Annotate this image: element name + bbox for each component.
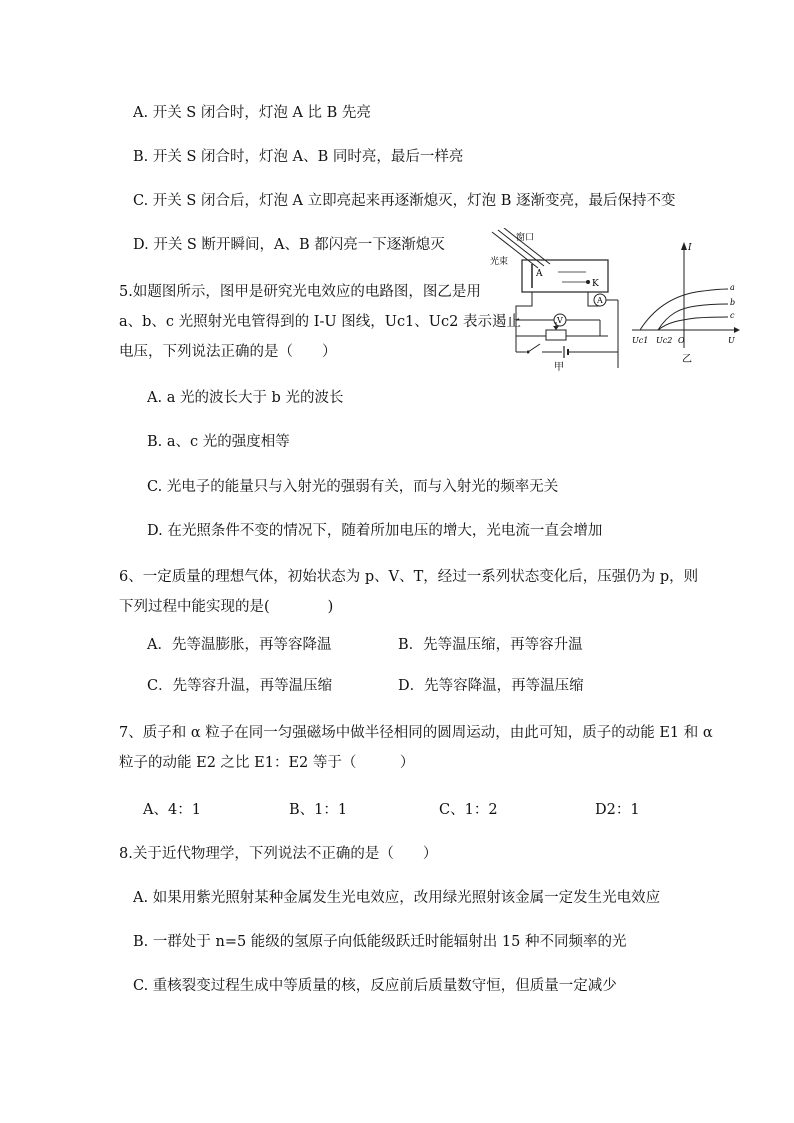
q4-option-b: B. 开关 S 闭合时，灯泡 A、B 同时亮，最后一样亮 xyxy=(133,149,464,165)
q6-stem-line-2: 下列过程中能实现的是( ) xyxy=(119,599,334,615)
q8-stem: 8.关于近代物理学，下列说法不正确的是（ ） xyxy=(119,846,438,862)
iu-graph-figure xyxy=(630,238,742,368)
u-axis-label: U xyxy=(728,336,735,345)
q6-stem-line-1: 6、一定质量的理想气体，初始状态为 p、V、T，经过一系列状态变化后，压强仍为 p，则 xyxy=(119,569,699,585)
curve-c-label: c xyxy=(730,311,735,320)
q4-option-a: A. 开关 S 闭合时，灯泡 A 比 B 先亮 xyxy=(133,105,371,121)
q5-option-d: D. 在光照条件不变的情况下，随着所加电压的增大，光电流一直会增加 xyxy=(147,523,603,539)
uc1-label: Uc1 xyxy=(632,336,649,345)
window-label: 窗口 xyxy=(516,233,535,243)
q7-stem-line-1: 7、质子和 α 粒子在同一匀强磁场中做半径相同的圆周运动，由此可知，质子的动能 E1 和 α xyxy=(119,725,713,741)
q6-option-a: A．先等温膨胀，再等容降温 xyxy=(147,637,332,653)
rheostat-icon xyxy=(546,330,566,340)
switch-icon xyxy=(528,344,540,352)
photoelectric-circuit-figure xyxy=(488,228,628,373)
origin-label: O xyxy=(678,336,685,345)
q6-option-b: B．先等温压缩，再等容升温 xyxy=(398,637,583,653)
q7-option-b: B、1：1 xyxy=(289,802,348,818)
figure-jia-caption: 甲 xyxy=(554,362,564,373)
q6-option-d: D．先等容降温，再等温压缩 xyxy=(398,678,584,694)
cathode-label: K xyxy=(592,279,599,289)
q7-option-c: C、1：2 xyxy=(439,802,498,818)
q4-option-d: D. 开关 S 断开瞬间，A、B 都闪亮一下逐渐熄灭 xyxy=(133,237,445,253)
q5-option-c: C. 光电子的能量只与入射光的强弱有关，而与入射光的频率无关 xyxy=(147,479,559,495)
q5-option-b: B. a、c 光的强度相等 xyxy=(147,434,290,450)
figure-yi-caption: 乙 xyxy=(682,354,692,365)
q5-stem-line-3: 电压，下列说法正确的是（ ） xyxy=(119,344,337,360)
q7-stem-line-2: 粒子的动能 E2 之比 E1：E2 等于（ ） xyxy=(119,755,415,771)
curve-a-label: a xyxy=(730,283,735,292)
curve-b-label: b xyxy=(730,298,736,307)
voltmeter-label: V xyxy=(557,316,563,325)
q4-option-c: C. 开关 S 闭合后，灯泡 A 立即亮起来再逐渐熄灭，灯泡 B 逐渐变亮，最后保持不变 xyxy=(133,193,676,209)
q8-option-a: A. 如果用紫光照射某种金属发生光电效应，改用绿光照射该金属一定发生光电效应 xyxy=(133,890,661,906)
q7-option-a: A、4：1 xyxy=(143,802,201,818)
i-axis-label: I xyxy=(688,243,692,253)
q8-option-b: B. 一群处于 n=5 能级的氢原子向低能级跃迁时能辐射出 15 种不同频率的光 xyxy=(133,934,627,950)
light-beam-label: 光束 xyxy=(490,257,509,267)
q7-option-d: D2：1 xyxy=(595,802,640,818)
q5-option-a: A. a 光的波长大于 b 光的波长 xyxy=(147,390,344,406)
q5-stem-line-2: a、b、c 光照射光电管得到的 I-U 图线，Uc1、Uc2 表示遏止 xyxy=(119,314,521,330)
curve-c xyxy=(658,317,728,330)
anode-label: A xyxy=(536,269,543,279)
q6-option-c: C．先等容升温，再等温压缩 xyxy=(147,678,333,694)
ammeter-label: A xyxy=(597,296,603,305)
q8-option-c: C. 重核裂变过程生成中等质量的核，反应前后质量数守恒，但质量一定减少 xyxy=(133,978,617,994)
uc2-label: Uc2 xyxy=(656,336,673,345)
q5-stem-line-1: 5.如题图所示，图甲是研究光电效应的电路图，图乙是用 xyxy=(119,284,481,300)
